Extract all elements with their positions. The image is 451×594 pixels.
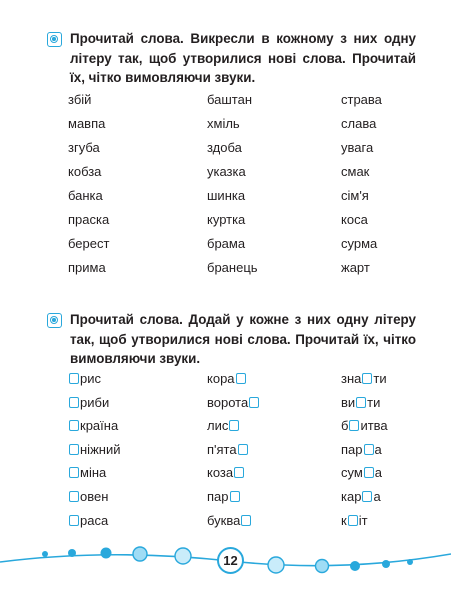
letter-box[interactable] (234, 467, 244, 478)
letter-box[interactable] (348, 515, 358, 526)
word-with-blank (341, 489, 381, 505)
word-part: пар (341, 441, 363, 457)
letter-box[interactable] (364, 444, 374, 455)
word-with-blank (341, 371, 387, 387)
word-with-blank (341, 395, 380, 411)
letter-box[interactable] (364, 467, 374, 478)
word-part: лис (207, 418, 229, 434)
letter-box[interactable] (349, 420, 359, 431)
word-item: увага (341, 140, 374, 155)
word-item: банка (68, 188, 103, 203)
word-with-blank (68, 489, 108, 505)
word-part: сум (341, 465, 363, 481)
word-with-blank (341, 465, 382, 481)
letter-box[interactable] (238, 444, 248, 455)
word-part: а (374, 465, 383, 481)
word-part: а (373, 489, 381, 504)
word-part: ти (373, 371, 387, 386)
word-part: итва (360, 418, 388, 434)
word-with-blank (207, 395, 260, 411)
word-part: пар (207, 489, 229, 504)
letter-box[interactable] (69, 373, 79, 384)
word-item: збій (68, 92, 92, 107)
word-part: буква (207, 512, 241, 528)
word-part: раса (80, 512, 109, 528)
word-item: мавпа (68, 116, 106, 131)
word-with-blank (68, 418, 118, 434)
word-part: рис (80, 371, 101, 386)
word-with-blank (207, 418, 240, 434)
word-part: ворота (207, 394, 249, 410)
word-part: зна (341, 371, 362, 386)
letter-box[interactable] (236, 373, 246, 384)
footer-dot (175, 548, 191, 564)
word-with-blank (341, 442, 382, 458)
word-part: риби (80, 394, 110, 410)
letter-box[interactable] (230, 491, 240, 502)
task-1-instruction: Прочитай слова. Викресли в кожному з них одну літеру так, щоб утворилися нові слова. Прочитай їх, чітко вимовляючи звуки. (70, 31, 416, 85)
word-with-blank (207, 371, 247, 387)
word-with-blank (207, 513, 252, 529)
word-part: міна (80, 465, 107, 481)
word-with-blank (68, 395, 109, 411)
letter-box[interactable] (69, 397, 79, 408)
footer-dot (316, 560, 329, 573)
letter-box[interactable] (362, 491, 372, 502)
letter-box[interactable] (69, 420, 79, 431)
word-with-blank (207, 442, 249, 458)
word-item: згуба (68, 140, 100, 155)
word-part: іт (358, 512, 368, 528)
word-with-blank (341, 513, 368, 529)
word-item: жарт (341, 260, 370, 275)
word-part: кора (207, 371, 235, 386)
letter-box[interactable] (229, 420, 239, 431)
letter-box[interactable] (362, 373, 372, 384)
word-item: здоба (207, 140, 242, 155)
word-part: к (341, 512, 347, 528)
word-item: шинка (207, 188, 246, 203)
footer-dot (133, 547, 147, 561)
letter-box[interactable] (241, 515, 251, 526)
task-1-icon (47, 32, 62, 47)
page-number: 12 (217, 547, 244, 574)
letter-box[interactable] (356, 397, 366, 408)
task-2-instruction: Прочитай слова. Додай у кожне з них одну літеру так, щоб утворилися нові слова. Прочитай їх, чітко вимовляючи звуки. (70, 312, 416, 366)
word-part: б (341, 418, 349, 434)
word-item: указка (207, 164, 246, 179)
letter-box[interactable] (69, 444, 79, 455)
word-part: ви (341, 394, 356, 410)
word-item: кобза (68, 164, 102, 179)
word-part: овен (80, 489, 109, 504)
word-part: п'ята (207, 441, 237, 457)
letter-box[interactable] (249, 397, 259, 408)
footer-dot (68, 549, 76, 557)
letter-box[interactable] (69, 467, 79, 478)
word-with-blank (68, 371, 101, 387)
word-item: праска (68, 212, 110, 227)
word-item: брама (207, 236, 246, 251)
footer-dot (101, 548, 112, 559)
word-item: баштан (207, 92, 253, 107)
word-part: коза (207, 465, 234, 481)
letter-box[interactable] (69, 515, 79, 526)
footer-dot (407, 559, 413, 565)
word-item: берест (68, 236, 110, 251)
word-item: смак (341, 164, 370, 179)
word-item: сім'я (341, 188, 369, 203)
footer-dot (268, 557, 284, 573)
word-with-blank (341, 418, 388, 434)
word-item: прима (68, 260, 106, 275)
footer-dot (42, 551, 48, 557)
word-part: ніжний (80, 441, 121, 457)
word-item: коса (341, 212, 368, 227)
word-with-blank (207, 465, 245, 481)
word-with-blank (68, 442, 120, 458)
word-part: кар (341, 489, 362, 504)
word-part: країна (80, 418, 119, 434)
word-item: бранець (207, 260, 258, 275)
word-part: а (374, 441, 382, 457)
letter-box[interactable] (69, 491, 79, 502)
word-with-blank (68, 465, 106, 481)
word-item: куртка (207, 212, 246, 227)
word-with-blank (68, 513, 108, 529)
word-with-blank (207, 489, 241, 505)
word-item: страва (341, 92, 382, 107)
task-2-icon (47, 313, 62, 328)
footer-dot (382, 560, 390, 568)
word-item: слава (341, 116, 377, 131)
footer-dot (350, 561, 360, 571)
word-part: ти (367, 394, 381, 410)
word-item: сурма (341, 236, 378, 251)
word-item: хміль (207, 116, 240, 131)
